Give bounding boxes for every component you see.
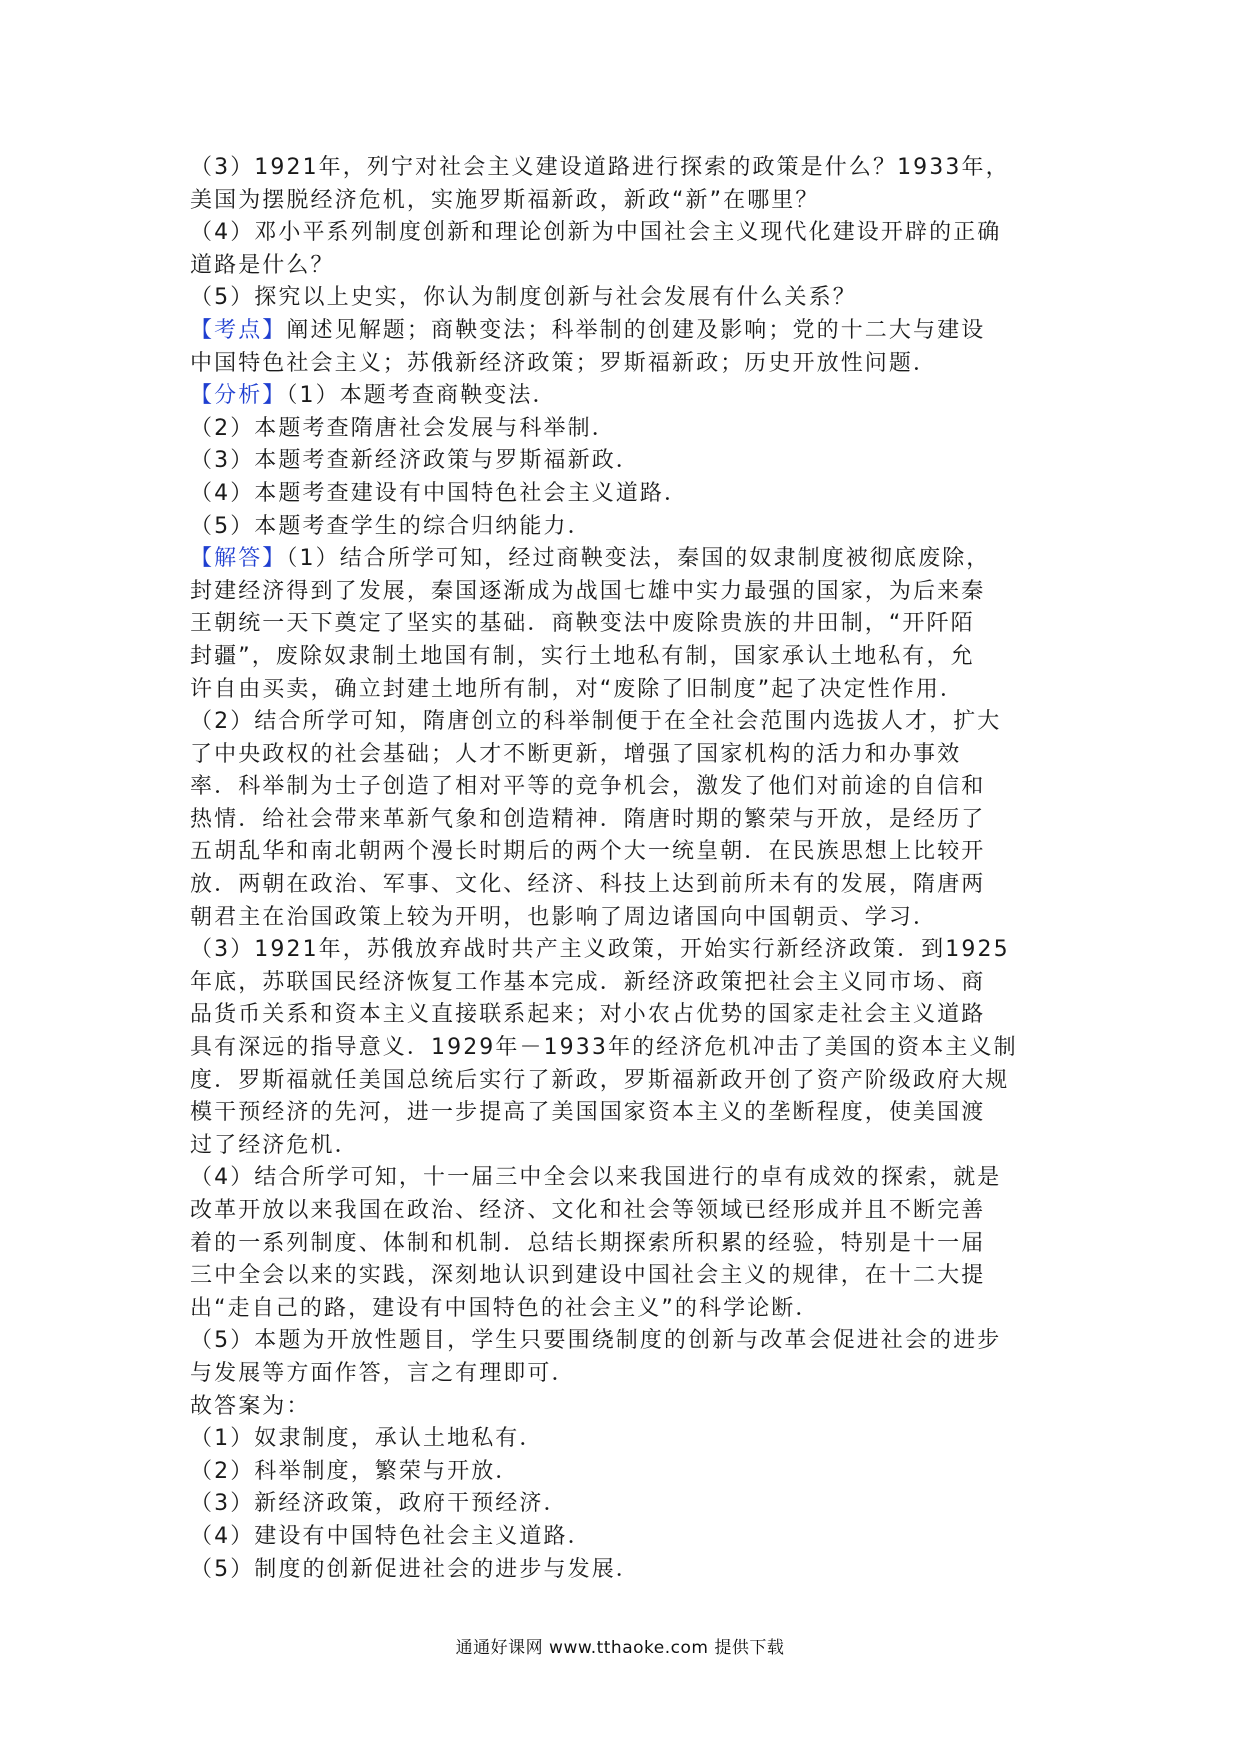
text-line: （4）结合所学可知，十一届三中全会以来我国进行的卓有成效的探索，就是	[190, 1165, 1002, 1191]
text-line: （2）本题考查隋唐社会发展与科举制．	[190, 415, 616, 441]
text-line: （3）1921年，列宁对社会主义建设道路进行探索的政策是什么？1933年，	[190, 155, 1010, 180]
fenxi-tag: 【分析】	[190, 383, 287, 409]
text-line: 道路是什么？	[190, 252, 335, 278]
text-line: （1）奴隶制度，承认土地私有．	[190, 1426, 544, 1452]
fenxi-line: 【分析】（1）本题考查商鞅变法．	[190, 383, 557, 409]
text-line: 中国特色社会主义；苏俄新经济政策；罗斯福新政；历史开放性问题．	[190, 350, 938, 376]
text-line: 热情．给社会带来革新气象和创造精神．隋唐时期的繁荣与开放，是经历了	[190, 806, 986, 832]
answer-content	[190, 152, 1060, 1586]
text-line: 放．两朝在政治、军事、文化、经济、科技上达到前所未有的发展，隋唐两	[190, 872, 986, 898]
text-line: 美国为摆脱经济危机，实施罗斯福新政，新政“新”在哪里？	[190, 187, 820, 213]
text-line: 过了经济危机．	[190, 1132, 359, 1158]
jieda-tag: 【解答】	[190, 546, 287, 572]
text-line: 具有深远的指导意义．1929年－1933年的经济危机冲击了美国的资本主义制	[190, 1035, 1018, 1061]
text-line: （3）1921年，苏俄放弃战时共产主义政策，开始实行新经济政策．到1925	[190, 937, 1010, 963]
text-line: 了中央政权的社会基础；人才不断更新，增强了国家机构的活力和办事效	[190, 741, 962, 767]
text-line: （4）建设有中国特色社会主义道路．	[190, 1523, 592, 1549]
text-line: 出“走自己的路，建设有中国特色的社会主义”的科学论断．	[190, 1295, 820, 1321]
text-line: 品货币关系和资本主义直接联系起来；对小农占优势的国家走社会主义道路	[190, 1002, 986, 1028]
text-line: 王朝统一天下奠定了坚实的基础．商鞅变法中废除贵族的井田制，“开阡陌	[190, 611, 975, 637]
text-line: 率．科举制为士子创造了相对平等的竞争机会，激发了他们对前途的自信和	[190, 774, 986, 800]
text-line: 许自由买卖，确立封建土地所有制，对“废除了旧制度”起了决定性作用．	[190, 676, 965, 702]
kaodian-line: 【考点】阐述见解题；商鞅变法；科举制的创建及影响；党的十二大与建设	[190, 317, 986, 343]
kaodian-tag: 【考点】	[190, 317, 287, 343]
text-line: （5）本题为开放性题目，学生只要围绕制度的创新与改革会促进社会的进步	[190, 1328, 1002, 1354]
text-line: （2）结合所学可知，隋唐创立的科举制便于在全社会范围内选拔人才，扩大	[190, 709, 1002, 735]
text-line: （5）探究以上史实，你认为制度创新与社会发展有什么关系？	[190, 285, 857, 311]
text-line: 封建经济得到了发展，秦国逐渐成为战国七雄中实力最强的国家，为后来秦	[190, 578, 986, 604]
text-line: 着的一系列制度、体制和机制．总结长期探索所积累的经验，特别是十一届	[190, 1230, 986, 1256]
text-line: 封疆”，废除奴隶制土地国有制，实行土地私有制，国家承认土地私有，允	[190, 643, 975, 669]
text-line: 模干预经济的先河，进一步提高了美国国家资本主义的垄断程度，使美国渡	[190, 1100, 986, 1126]
text-line: 与发展等方面作答，言之有理即可．	[190, 1360, 576, 1386]
text-line: （4）邓小平系列制度创新和理论创新为中国社会主义现代化建设开辟的正确	[190, 220, 1002, 246]
text-line: （4）本题考查建设有中国特色社会主义道路．	[190, 480, 689, 506]
text-line: 年底，苏联国民经济恢复工作基本完成．新经济政策把社会主义同市场、商	[190, 969, 986, 995]
text-line: 朝君主在治国政策上较为开明，也影响了周边诸国向中国朝贡、学习．	[190, 904, 938, 930]
text-line: 五胡乱华和南北朝两个漫长时期后的两个大一统皇朝．在民族思想上比较开	[190, 839, 986, 865]
text-line: （5）制度的创新促进社会的进步与发展．	[190, 1556, 640, 1582]
text-line: 三中全会以来的实践，深刻地认识到建设中国社会主义的规律，在十二大提	[190, 1263, 986, 1289]
text-line: 改革开放以来我国在政治、经济、文化和社会等领域已经形成并且不断完善	[190, 1198, 986, 1223]
text-line: （3）本题考查新经济政策与罗斯福新政．	[190, 448, 640, 474]
text-line: 故答案为：	[190, 1393, 311, 1419]
download-footer: 通通好课网 www.tthaoke.com 提供下载	[455, 1638, 785, 1658]
text-line: （5）本题考查学生的综合归纳能力．	[190, 513, 592, 539]
text-line: （3）新经济政策，政府干预经济．	[190, 1491, 568, 1517]
text-line: （2）科举制度，繁荣与开放．	[190, 1458, 520, 1484]
jieda-line: 【解答】（1）结合所学可知，经过商鞅变法，秦国的奴隶制度被彻底废除，	[190, 546, 991, 572]
text-line: 度．罗斯福就任美国总统后实行了新政，罗斯福新政开创了资产阶级政府大规	[190, 1067, 1010, 1093]
